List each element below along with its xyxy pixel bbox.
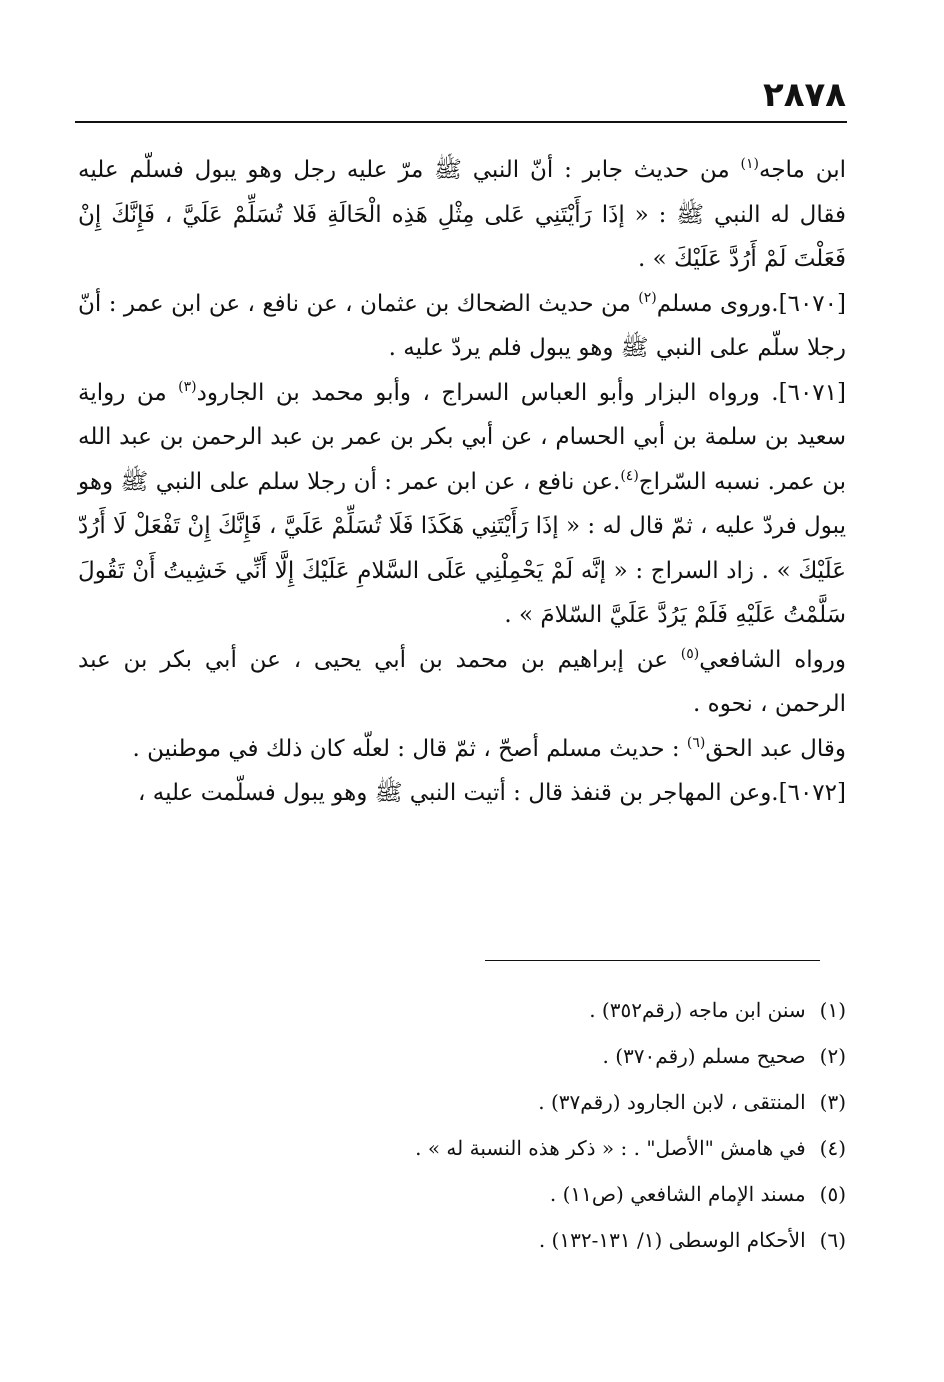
footnote-text: في هامش "الأصل" . : « ذكر هذه النسبة له » . [415, 1136, 806, 1160]
paragraph-text: وقال عبد الحق [705, 735, 846, 762]
footnotes [146, 987, 846, 1263]
paragraph-text: عن إبراهيم بن محمد بن أبي يحيى ، عن أبي بكر بن عبد الرحمن ، نحوه . [78, 646, 846, 717]
paragraph-text: [٦٠٧٠].وروى مسلم [656, 290, 846, 317]
footnote-separator [485, 960, 820, 961]
footnote-1 [146, 987, 846, 1033]
paragraph-text: من رواية سعيد بن سلمة بن أبي الحسام ، عن أبي بكر بن عمر بن عبد الرحمن بن عبد الله بن عمر. نسبه السّراج [78, 379, 846, 495]
footnote-text: صحيح مسلم (رقم٣٧٠) . [602, 1044, 806, 1068]
main-text [78, 148, 846, 816]
paragraph-text: ابن ماجه [759, 157, 846, 183]
footnote-number: (٢) [819, 1044, 846, 1068]
footnote-number: (٥) [819, 1182, 846, 1206]
paragraph-text: من حديث جابر : أنّ النبي ﷺ مرّ عليه رجل وهو يبول فسلّم عليه فقال له النبي ﷺ : « إذَا رَأَيْتَنِي عَلى مِثْلِ هَذِه الْحَالَةِ فَلا تُسَلِّمْ عَلَيَّ ، فَإِنَّكَ إِنْ فَعَلْتَ لَمْ أَرُدَّ عَلَيْكَ » . [78, 157, 846, 272]
paragraph-1 [78, 148, 846, 282]
footnote-2 [146, 1033, 846, 1079]
paragraph-5 [78, 727, 846, 772]
paragraph-text: [٦٠٧٢].وعن المهاجر بن قنفذ قال : أتيت النبي ﷺ وهو يبول فسلّمت عليه ، [138, 780, 846, 806]
footnote-ref: (١) [740, 156, 759, 172]
header-rule [75, 121, 847, 123]
footnote-number: (٤) [819, 1136, 846, 1160]
paragraph-text: .عن نافع ، عن ابن عمر : أن رجلا سلم على النبي ﷺ وهو يبول فردّ عليه ، ثمّ قال له : « إذَا رَأَيْتَنِي هَكَذَا فَلَا تُسَلِّمْ عَلَيَّ ، فَإِنَّكَ إِنْ تَفْعَلْ لَا أَرُدّ عَلَيْكَ » . زاد السراج : « إنَّه لَمْ يَحْمِلْنِي عَلَى السَّلامِ عَلَيْكَ إِلَّا أَنِّي خَشِيتُ أَنْ تَقُولَ سَلَّمْتُ عَلَيْهِ فَلَمْ يَرُدَّ عَلَيَّ السّلامَ » . [78, 468, 846, 628]
footnote-5 [146, 1171, 846, 1217]
footnote-text: الأحكام الوسطى (١/ ١٣١-١٣٢) . [538, 1228, 806, 1252]
footnote-ref: (٣) [178, 378, 197, 395]
footnote-ref: (٦) [686, 734, 706, 751]
footnote-ref: (٥) [680, 645, 700, 662]
footnote-6 [146, 1217, 846, 1263]
page-number: ٢٨٧٨ [762, 75, 846, 115]
paragraph-text: [٦٠٧١]. ورواه البزار وأبو العباس السراج ، وأبو محمد بن الجارود [196, 379, 846, 406]
footnote-3 [146, 1079, 846, 1125]
paragraph-text: ورواه الشافعي [699, 646, 846, 673]
footnote-4 [146, 1125, 846, 1171]
footnote-text: المنتقى ، لابن الجارود (رقم٣٧) . [538, 1090, 806, 1114]
footnote-ref: (٤) [620, 467, 639, 484]
footnote-ref: (٢) [638, 289, 657, 306]
paragraph-3 [78, 371, 846, 638]
footnote-number: (١) [819, 998, 846, 1022]
paragraph-4 [78, 638, 846, 727]
footnote-number: (٦) [819, 1228, 846, 1252]
footnote-text: سنن ابن ماجه (رقم٣٥٢) . [589, 998, 806, 1022]
paragraph-text: : حديث مسلم أصحّ ، ثمّ قال : لعلّه كان ذلك في موطنين . [132, 735, 687, 762]
paragraph-6 [78, 771, 846, 816]
footnote-number: (٣) [819, 1090, 846, 1114]
paragraph-2 [78, 282, 846, 371]
paragraph-text: من حديث الضحاك بن عثمان ، عن نافع ، عن ابن عمر : أنّ رجلا سلّم على النبي ﷺ وهو يبول فلم يردّ عليه . [78, 290, 846, 361]
footnote-text: مسند الإمام الشافعي (ص١١) . [549, 1182, 806, 1206]
